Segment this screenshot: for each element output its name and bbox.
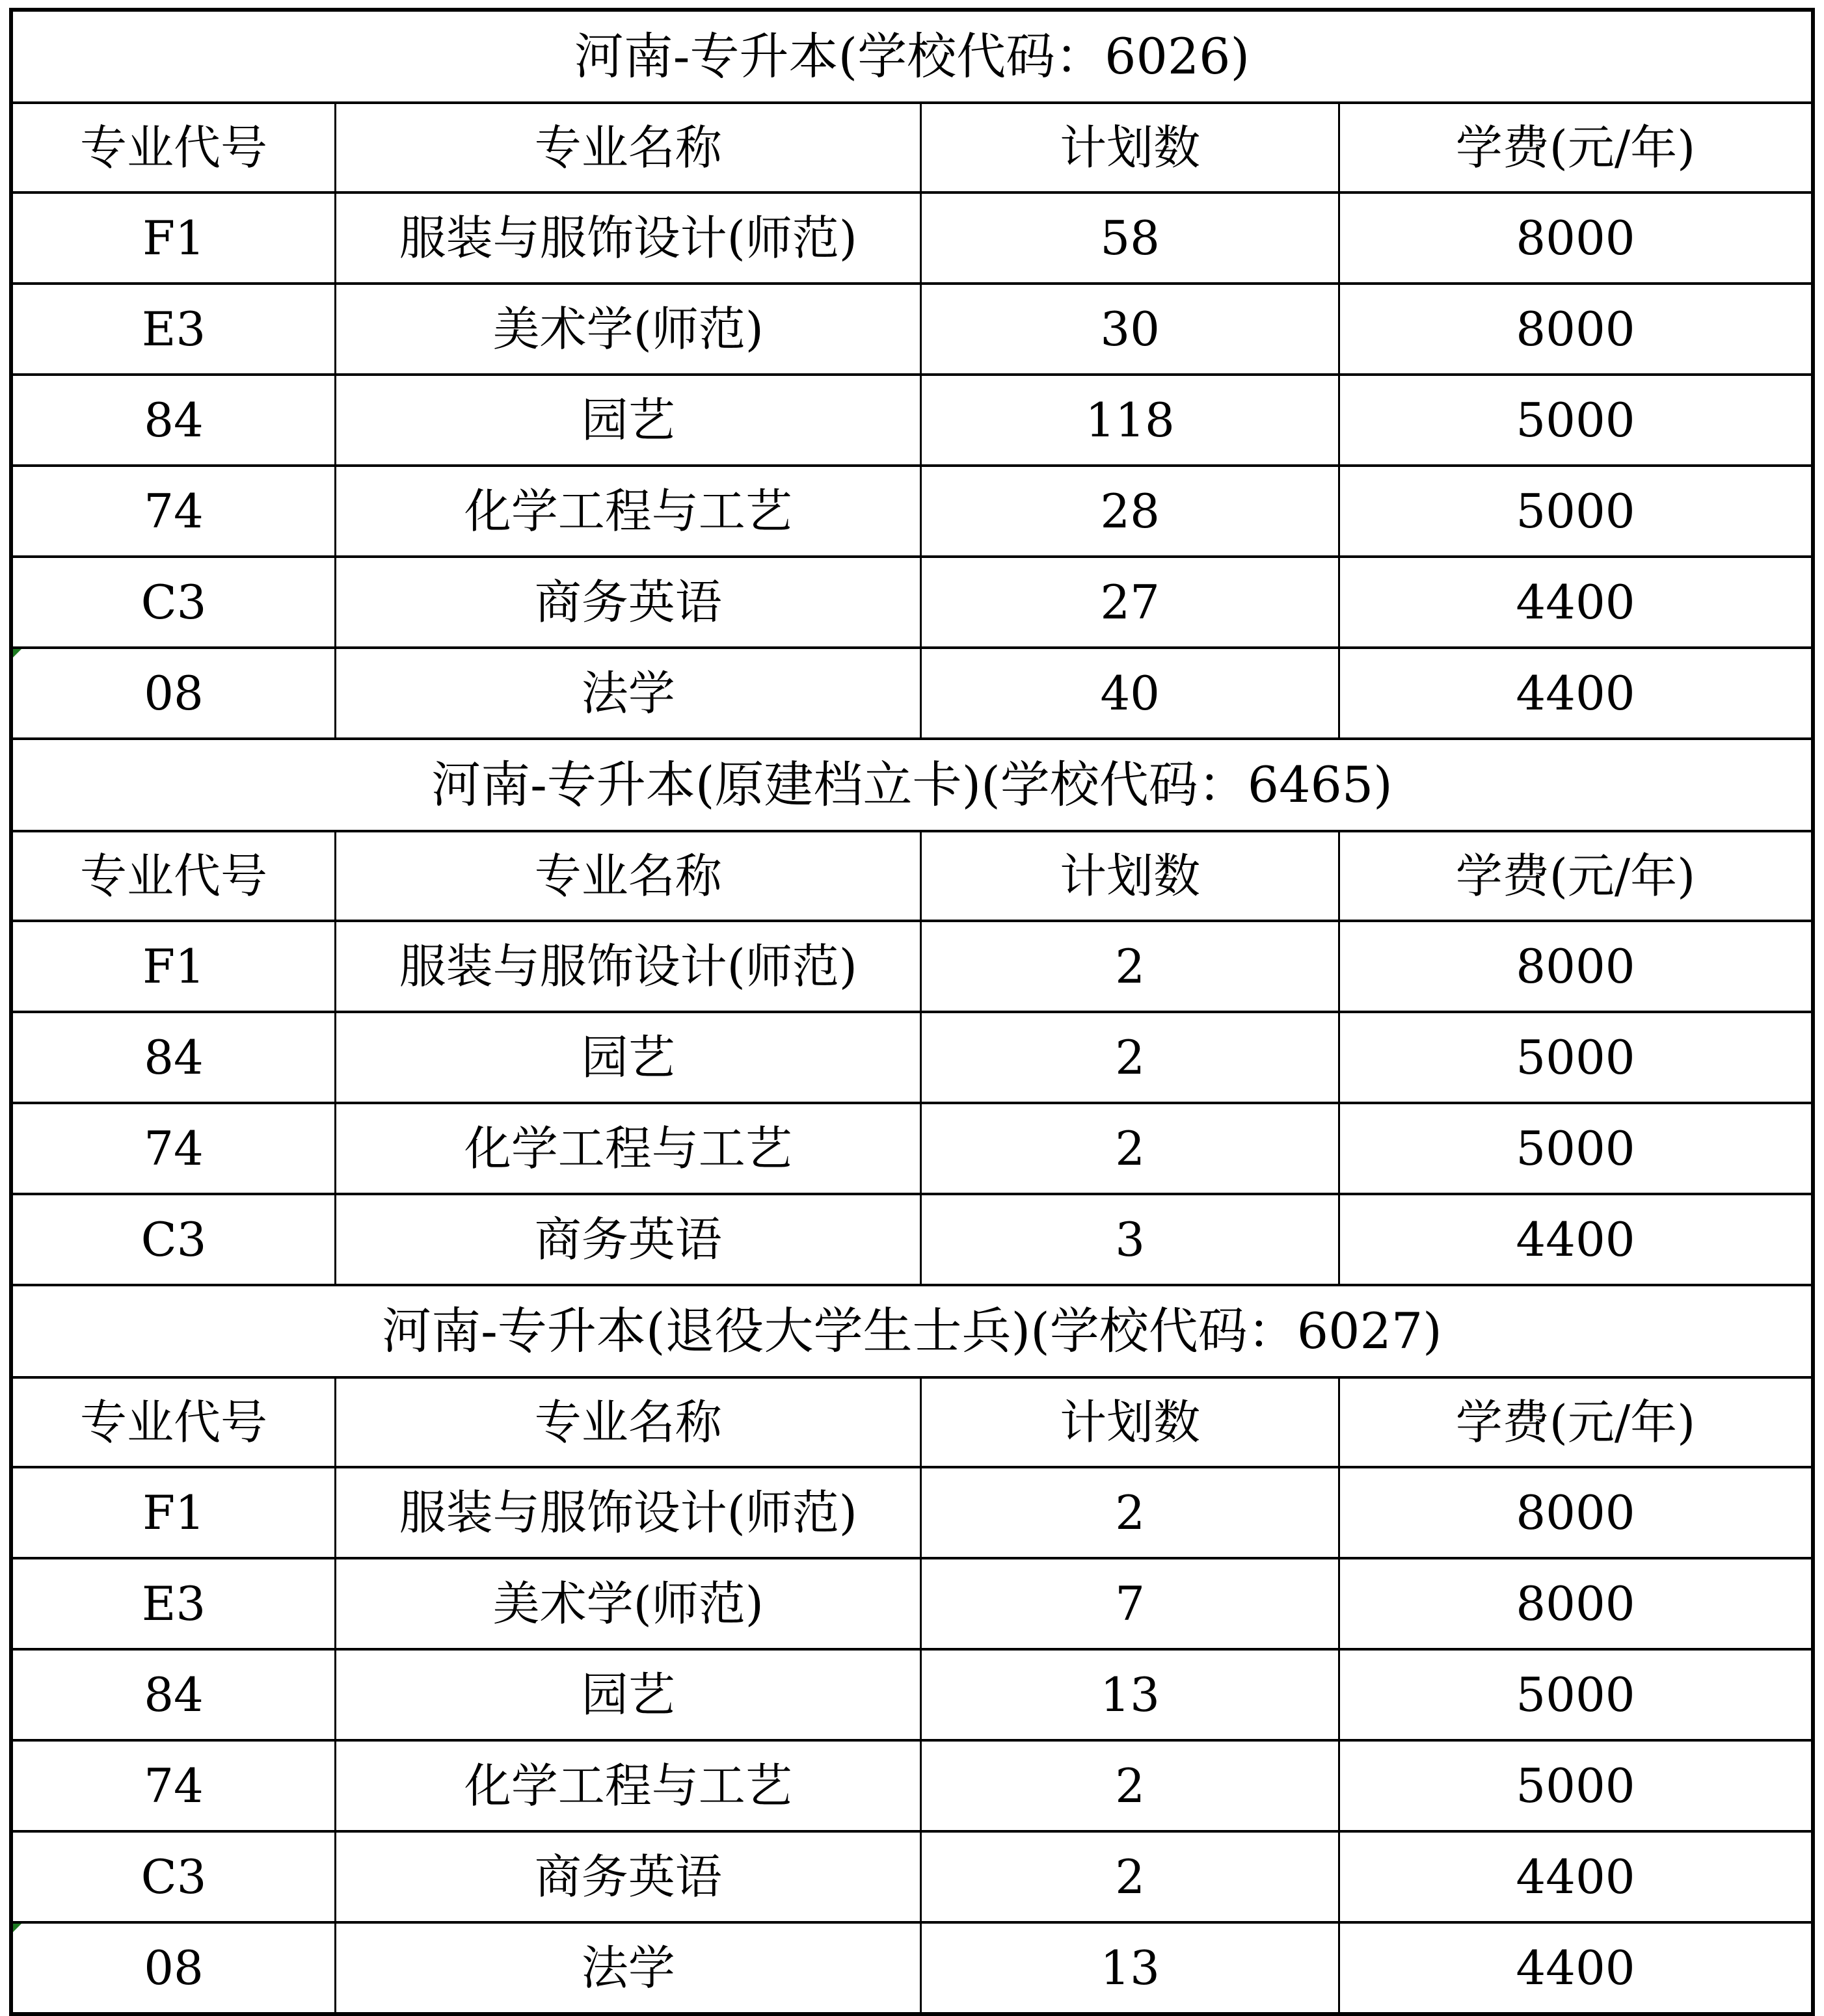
column-header-cell: 学费(元/年) — [1339, 1377, 1813, 1467]
cell-major-name: 服装与服饰设计(师范) — [336, 192, 921, 284]
table-row — [11, 921, 1813, 1012]
cell-tuition: 5000 — [1339, 1740, 1813, 1831]
cell-tuition: 5000 — [1339, 1012, 1813, 1103]
cell-major-name: 美术学(师范) — [336, 284, 921, 375]
table-row — [11, 1012, 1813, 1103]
cell-major-name: 化学工程与工艺 — [336, 1103, 921, 1194]
cell-major-name: 化学工程与工艺 — [336, 466, 921, 557]
cell-plan-count: 30 — [921, 284, 1339, 375]
column-header-cell: 专业名称 — [336, 831, 921, 921]
table-row — [11, 648, 1813, 739]
cell-major-code: 74 — [11, 1740, 336, 1831]
column-header-cell: 专业代号 — [11, 103, 336, 192]
cell-major-name: 法学 — [336, 1922, 921, 2014]
column-header-cell: 专业名称 — [336, 1377, 921, 1467]
column-header-cell: 计划数 — [921, 103, 1339, 192]
table-row — [11, 1103, 1813, 1194]
cell-tuition: 4400 — [1339, 1922, 1813, 2014]
cell-major-code: 84 — [11, 1649, 336, 1740]
cell-major-code: C3 — [11, 1831, 336, 1922]
cell-tuition: 8000 — [1339, 921, 1813, 1012]
cell-tuition: 5000 — [1339, 1103, 1813, 1194]
table-row — [11, 1922, 1813, 2014]
column-header-cell: 专业代号 — [11, 1377, 336, 1467]
cell-major-code: C3 — [11, 1194, 336, 1285]
cell-major-code: E3 — [11, 1558, 336, 1649]
cell-plan-count: 2 — [921, 1831, 1339, 1922]
cell-major-code: 08 — [11, 648, 336, 739]
cell-major-code: 74 — [11, 1103, 336, 1194]
cell-major-name: 法学 — [336, 648, 921, 739]
cell-major-name: 园艺 — [336, 1649, 921, 1740]
table-body — [11, 10, 1813, 2014]
cell-tuition: 8000 — [1339, 1467, 1813, 1558]
cell-plan-count: 13 — [921, 1922, 1339, 2014]
column-header-cell: 学费(元/年) — [1339, 103, 1813, 192]
table-row — [11, 1194, 1813, 1285]
cell-tuition: 4400 — [1339, 648, 1813, 739]
cell-major-code: F1 — [11, 1467, 336, 1558]
cell-major-code: 08 — [11, 1922, 336, 2014]
cell-major-name: 商务英语 — [336, 1194, 921, 1285]
cell-tuition: 5000 — [1339, 1649, 1813, 1740]
cell-major-name: 商务英语 — [336, 557, 921, 648]
column-header-row — [11, 831, 1813, 921]
cell-major-name: 化学工程与工艺 — [336, 1740, 921, 1831]
column-header-cell: 专业代号 — [11, 831, 336, 921]
column-header-cell: 学费(元/年) — [1339, 831, 1813, 921]
table-row — [11, 1831, 1813, 1922]
cell-plan-count: 2 — [921, 921, 1339, 1012]
cell-tuition: 8000 — [1339, 284, 1813, 375]
table-row — [11, 557, 1813, 648]
column-header-cell: 计划数 — [921, 831, 1339, 921]
table-row — [11, 375, 1813, 466]
cell-major-name: 商务英语 — [336, 1831, 921, 1922]
cell-plan-count: 2 — [921, 1740, 1339, 1831]
cell-major-code: F1 — [11, 921, 336, 1012]
cell-tuition: 4400 — [1339, 1831, 1813, 1922]
cell-major-code: 74 — [11, 466, 336, 557]
cell-major-code: C3 — [11, 557, 336, 648]
cell-major-code: E3 — [11, 284, 336, 375]
section-title: 河南-专升本(学校代码：6026) — [11, 10, 1813, 103]
column-header-row — [11, 103, 1813, 192]
cell-tuition: 5000 — [1339, 466, 1813, 557]
cell-plan-count: 3 — [921, 1194, 1339, 1285]
table-row — [11, 1649, 1813, 1740]
cell-tuition: 4400 — [1339, 1194, 1813, 1285]
cell-major-name: 园艺 — [336, 375, 921, 466]
table-row — [11, 192, 1813, 284]
admission-plan-table — [9, 8, 1815, 2016]
cell-plan-count: 58 — [921, 192, 1339, 284]
section-title-row — [11, 10, 1813, 103]
cell-major-name: 服装与服饰设计(师范) — [336, 921, 921, 1012]
cell-tuition: 4400 — [1339, 557, 1813, 648]
table-row — [11, 1467, 1813, 1558]
cell-plan-count: 2 — [921, 1012, 1339, 1103]
cell-major-code: F1 — [11, 192, 336, 284]
column-header-cell: 专业名称 — [336, 103, 921, 192]
cell-major-name: 服装与服饰设计(师范) — [336, 1467, 921, 1558]
cell-plan-count: 40 — [921, 648, 1339, 739]
section-title: 河南-专升本(原建档立卡)(学校代码：6465) — [11, 739, 1813, 831]
cell-plan-count: 28 — [921, 466, 1339, 557]
cell-plan-count: 118 — [921, 375, 1339, 466]
cell-major-name: 美术学(师范) — [336, 1558, 921, 1649]
table-row — [11, 466, 1813, 557]
cell-plan-count: 7 — [921, 1558, 1339, 1649]
cell-tuition: 8000 — [1339, 192, 1813, 284]
column-header-row — [11, 1377, 1813, 1467]
column-header-cell: 计划数 — [921, 1377, 1339, 1467]
table-row — [11, 284, 1813, 375]
table-row — [11, 1558, 1813, 1649]
cell-major-code: 84 — [11, 375, 336, 466]
section-title-row — [11, 1285, 1813, 1377]
cell-plan-count: 13 — [921, 1649, 1339, 1740]
cell-major-name: 园艺 — [336, 1012, 921, 1103]
excel-error-marker-icon — [13, 1924, 21, 1932]
section-title-row — [11, 739, 1813, 831]
cell-tuition: 8000 — [1339, 1558, 1813, 1649]
cell-plan-count: 27 — [921, 557, 1339, 648]
table-row — [11, 1740, 1813, 1831]
cell-plan-count: 2 — [921, 1467, 1339, 1558]
cell-tuition: 5000 — [1339, 375, 1813, 466]
cell-major-code: 84 — [11, 1012, 336, 1103]
section-title: 河南-专升本(退役大学生士兵)(学校代码：6027) — [11, 1285, 1813, 1377]
cell-plan-count: 2 — [921, 1103, 1339, 1194]
excel-error-marker-icon — [13, 649, 21, 657]
